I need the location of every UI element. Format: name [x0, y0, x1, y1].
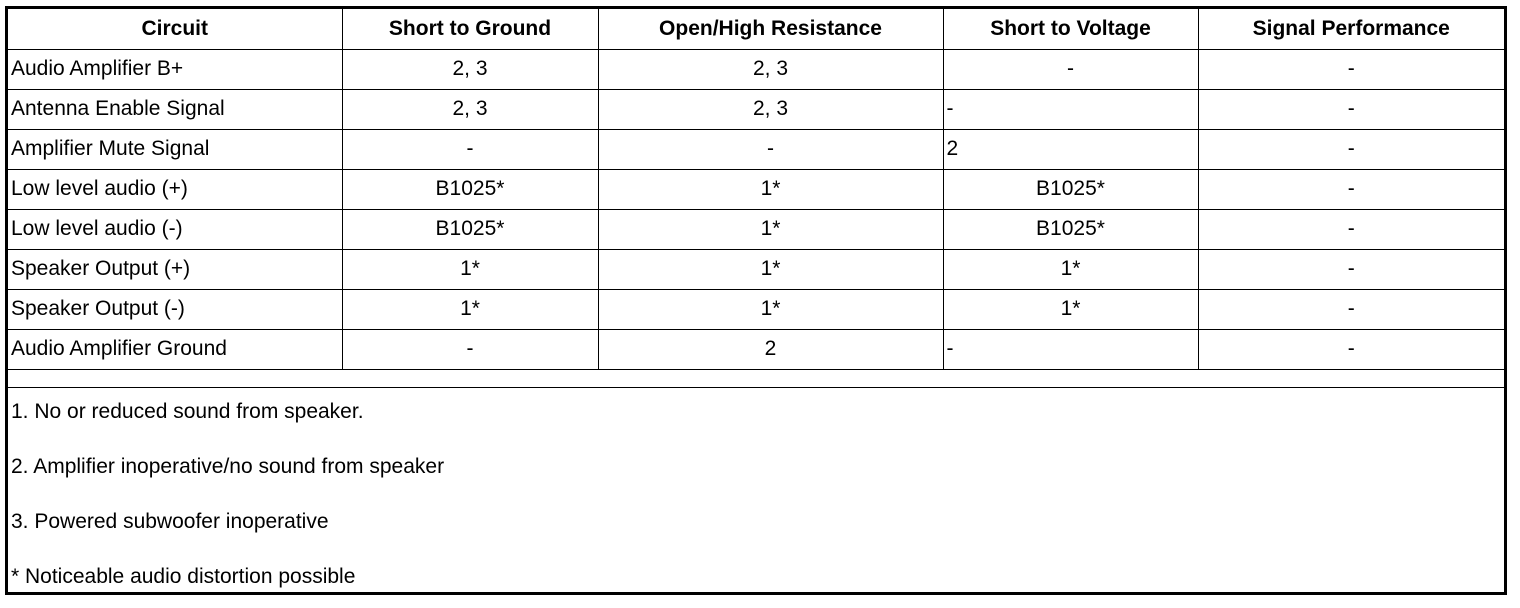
open-high-resistance-cell: 2 [598, 329, 943, 369]
table-row [8, 89, 1504, 129]
short-to-ground-cell: 1* [342, 289, 598, 329]
table-row [8, 209, 1504, 249]
open-high-resistance-cell: 1* [598, 169, 943, 209]
circuit-cell: Speaker Output (+) [8, 249, 342, 289]
signal-performance-cell: - [1198, 329, 1504, 369]
circuit-cell: Antenna Enable Signal [8, 89, 342, 129]
circuit-cell: Audio Amplifier B+ [8, 49, 342, 89]
circuit-cell: Speaker Output (-) [8, 289, 342, 329]
open-high-resistance-cell: 1* [598, 289, 943, 329]
circuit-cell: Low level audio (+) [8, 169, 342, 209]
short-to-voltage-cell: 1* [943, 249, 1198, 289]
table-row [8, 249, 1504, 289]
short-to-ground-cell: B1025* [342, 169, 598, 209]
open-high-resistance-cell: 2, 3 [598, 49, 943, 89]
footnote-asterisk: * Noticeable audio distortion possible [11, 565, 356, 588]
short-to-voltage-cell: - [943, 49, 1198, 89]
header-open-high-resistance: Open/High Resistance [598, 9, 943, 49]
open-high-resistance-cell: - [598, 129, 943, 169]
short-to-ground-cell: - [342, 329, 598, 369]
table-row [8, 289, 1504, 329]
signal-performance-cell: - [1198, 289, 1504, 329]
table-row [8, 129, 1504, 169]
short-to-voltage-cell: B1025* [943, 169, 1198, 209]
table-row [8, 169, 1504, 209]
signal-performance-cell: - [1198, 129, 1504, 169]
signal-performance-cell: - [1198, 169, 1504, 209]
open-high-resistance-cell: 1* [598, 209, 943, 249]
circuit-fault-matrix [8, 9, 1504, 370]
signal-performance-cell: - [1198, 89, 1504, 129]
short-to-voltage-cell: - [943, 89, 1198, 129]
short-to-ground-cell: 2, 3 [342, 49, 598, 89]
footnote-3: 3. Powered subwoofer inoperative [11, 510, 329, 533]
signal-performance-cell: - [1198, 249, 1504, 289]
footnote-2: 2. Amplifier inoperative/no sound from speaker [11, 455, 445, 478]
short-to-ground-cell: 2, 3 [342, 89, 598, 129]
footnotes [8, 387, 1504, 608]
signal-performance-cell: - [1198, 49, 1504, 89]
table-row [8, 329, 1504, 369]
header-short-to-voltage: Short to Voltage [943, 9, 1198, 49]
short-to-voltage-cell: 1* [943, 289, 1198, 329]
signal-performance-cell: - [1198, 209, 1504, 249]
footnote-1: 1. No or reduced sound from speaker. [11, 400, 364, 423]
short-to-ground-cell: - [342, 129, 598, 169]
open-high-resistance-cell: 2, 3 [598, 89, 943, 129]
short-to-voltage-cell: 2 [943, 129, 1198, 169]
short-to-ground-cell: 1* [342, 249, 598, 289]
short-to-ground-cell: B1025* [342, 209, 598, 249]
open-high-resistance-cell: 1* [598, 249, 943, 289]
short-to-voltage-cell: - [943, 329, 1198, 369]
short-to-voltage-cell: B1025* [943, 209, 1198, 249]
circuit-cell: Amplifier Mute Signal [8, 129, 342, 169]
header-short-to-ground: Short to Ground [342, 9, 598, 49]
circuit-cell: Low level audio (-) [8, 209, 342, 249]
header-signal-performance: Signal Performance [1198, 9, 1504, 49]
header-row [8, 9, 1504, 49]
table-row [8, 49, 1504, 89]
circuit-cell: Audio Amplifier Ground [8, 329, 342, 369]
header-circuit: Circuit [8, 9, 342, 49]
diagnostic-table-frame [5, 6, 1507, 595]
